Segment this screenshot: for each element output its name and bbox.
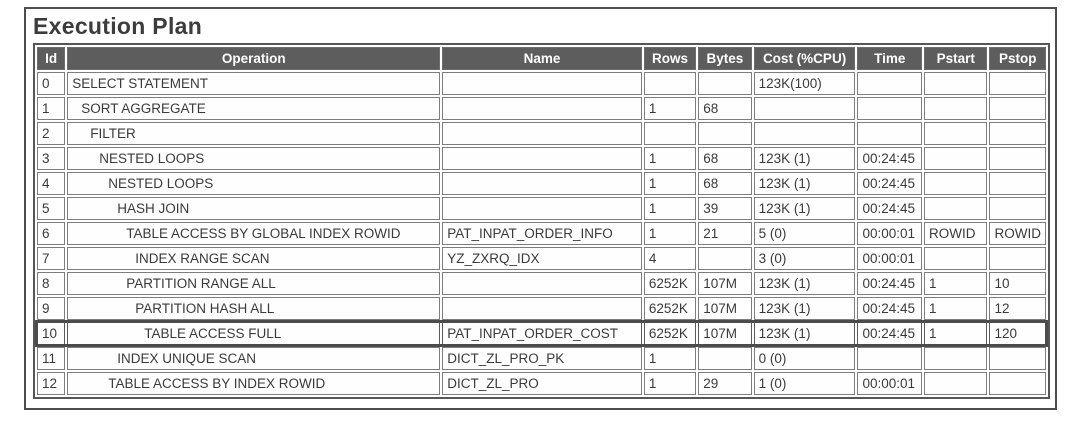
cell-time: 00:00:01 bbox=[857, 247, 922, 270]
cell-pstart bbox=[924, 72, 988, 95]
cell-rows bbox=[644, 72, 696, 95]
plan-row-1[interactable] bbox=[37, 97, 1046, 120]
cell-pstart: ROWID bbox=[924, 222, 988, 245]
cell-cost: 123K(100) bbox=[754, 72, 856, 95]
cell-operation: PARTITION HASH ALL bbox=[67, 297, 440, 320]
cell-pstop bbox=[989, 247, 1046, 270]
plan-row-8[interactable] bbox=[37, 272, 1046, 295]
cell-time: 00:24:45 bbox=[857, 297, 922, 320]
cell-cost bbox=[754, 122, 856, 145]
cell-pstop bbox=[989, 122, 1046, 145]
cell-cost: 123K (1) bbox=[754, 272, 856, 295]
cell-time: 00:24:45 bbox=[857, 147, 922, 170]
plan-row-3[interactable] bbox=[37, 147, 1046, 170]
execution-plan-table bbox=[33, 43, 1050, 399]
cell-cost: 5 (0) bbox=[754, 222, 856, 245]
cell-operation: TABLE ACCESS FULL bbox=[67, 322, 440, 345]
cell-pstop: ROWID bbox=[989, 222, 1046, 245]
cell-cost: 0 (0) bbox=[754, 347, 856, 370]
cell-name: DICT_ZL_PRO_PK bbox=[442, 347, 642, 370]
cell-pstop bbox=[989, 147, 1046, 170]
cell-pstart bbox=[924, 97, 988, 120]
cell-time bbox=[857, 122, 922, 145]
page-title: Execution Plan bbox=[33, 13, 203, 39]
cell-operation: HASH JOIN bbox=[67, 197, 440, 220]
cell-bytes: 29 bbox=[698, 372, 751, 395]
cell-rows: 1 bbox=[644, 197, 696, 220]
cell-rows: 4 bbox=[644, 247, 696, 270]
cell-time: 00:00:01 bbox=[857, 372, 922, 395]
cell-cost: 1 (0) bbox=[754, 372, 856, 395]
plan-row-10[interactable] bbox=[37, 322, 1046, 345]
cell-time: 00:24:45 bbox=[857, 322, 922, 345]
cell-rows: 1 bbox=[644, 347, 696, 370]
cell-pstart bbox=[924, 197, 988, 220]
cell-pstop: 12 bbox=[989, 297, 1046, 320]
col-header-name: Name bbox=[442, 47, 642, 70]
cell-cost: 123K (1) bbox=[754, 172, 856, 195]
cell-id: 2 bbox=[37, 122, 65, 145]
cell-bytes bbox=[698, 122, 751, 145]
cell-id: 0 bbox=[37, 72, 65, 95]
plan-row-2[interactable] bbox=[37, 122, 1046, 145]
cell-name bbox=[442, 122, 642, 145]
cell-time bbox=[857, 97, 922, 120]
cell-cost: 123K (1) bbox=[754, 297, 856, 320]
cell-id: 1 bbox=[37, 97, 65, 120]
cell-cost: 3 (0) bbox=[754, 247, 856, 270]
cell-pstart: 1 bbox=[924, 297, 988, 320]
cell-bytes bbox=[698, 72, 751, 95]
cell-bytes: 68 bbox=[698, 97, 751, 120]
plan-row-12[interactable] bbox=[37, 372, 1046, 395]
cell-bytes: 107M bbox=[698, 297, 751, 320]
cell-time: 00:00:01 bbox=[857, 222, 922, 245]
plan-row-9[interactable] bbox=[37, 297, 1046, 320]
cell-name: YZ_ZXRQ_IDX bbox=[442, 247, 642, 270]
cell-id: 5 bbox=[37, 197, 65, 220]
cell-cost: 123K (1) bbox=[754, 147, 856, 170]
cell-pstop bbox=[989, 197, 1046, 220]
cell-bytes bbox=[698, 347, 751, 370]
cell-bytes: 68 bbox=[698, 172, 751, 195]
cell-operation: SELECT STATEMENT bbox=[67, 72, 440, 95]
cell-rows: 6252K bbox=[644, 272, 696, 295]
cell-id: 12 bbox=[37, 372, 65, 395]
cell-operation: NESTED LOOPS bbox=[67, 147, 440, 170]
cell-rows: 1 bbox=[644, 97, 696, 120]
cell-bytes: 21 bbox=[698, 222, 751, 245]
cell-pstart bbox=[924, 372, 988, 395]
cell-cost: 123K (1) bbox=[754, 322, 856, 345]
cell-bytes: 39 bbox=[698, 197, 751, 220]
cell-id: 8 bbox=[37, 272, 65, 295]
cell-id: 11 bbox=[37, 347, 65, 370]
cell-bytes: 107M bbox=[698, 272, 751, 295]
cell-time: 00:24:45 bbox=[857, 172, 922, 195]
cell-bytes: 107M bbox=[698, 322, 751, 345]
cell-name: PAT_INPAT_ORDER_INFO bbox=[442, 222, 642, 245]
cell-name bbox=[442, 297, 642, 320]
plan-row-7[interactable] bbox=[37, 247, 1046, 270]
cell-time: 00:24:45 bbox=[857, 197, 922, 220]
plan-row-0[interactable] bbox=[37, 72, 1046, 95]
plan-row-6[interactable] bbox=[37, 222, 1046, 245]
plan-row-5[interactable] bbox=[37, 197, 1046, 220]
cell-pstop bbox=[989, 172, 1046, 195]
cell-operation: FILTER bbox=[67, 122, 440, 145]
cell-name bbox=[442, 197, 642, 220]
cell-pstart bbox=[924, 172, 988, 195]
cell-operation: SORT AGGREGATE bbox=[67, 97, 440, 120]
cell-cost bbox=[754, 97, 856, 120]
cell-pstop: 10 bbox=[989, 272, 1046, 295]
cell-name bbox=[442, 272, 642, 295]
cell-name bbox=[442, 172, 642, 195]
cell-rows: 6252K bbox=[644, 297, 696, 320]
cell-rows: 1 bbox=[644, 372, 696, 395]
report-frame bbox=[24, 7, 1057, 410]
cell-id: 9 bbox=[37, 297, 65, 320]
cell-name: PAT_INPAT_ORDER_COST bbox=[442, 322, 642, 345]
cell-rows: 1 bbox=[644, 172, 696, 195]
cell-pstart: 1 bbox=[924, 322, 988, 345]
cell-pstart: 1 bbox=[924, 272, 988, 295]
cell-rows: 1 bbox=[644, 222, 696, 245]
cell-pstart bbox=[924, 122, 988, 145]
cell-rows bbox=[644, 122, 696, 145]
cell-operation: INDEX UNIQUE SCAN bbox=[67, 347, 440, 370]
cell-operation: INDEX RANGE SCAN bbox=[67, 247, 440, 270]
cell-pstart bbox=[924, 347, 988, 370]
cell-pstop: 120 bbox=[989, 322, 1046, 345]
cell-bytes: 68 bbox=[698, 147, 751, 170]
cell-pstart bbox=[924, 247, 988, 270]
cell-name: DICT_ZL_PRO bbox=[442, 372, 642, 395]
cell-name bbox=[442, 147, 642, 170]
cell-pstart bbox=[924, 147, 988, 170]
cell-id: 6 bbox=[37, 222, 65, 245]
cell-time bbox=[857, 72, 922, 95]
col-header-rows: Rows bbox=[644, 47, 696, 70]
cell-id: 3 bbox=[37, 147, 65, 170]
cell-operation: PARTITION RANGE ALL bbox=[67, 272, 440, 295]
plan-row-11[interactable] bbox=[37, 347, 1046, 370]
cell-operation: NESTED LOOPS bbox=[67, 172, 440, 195]
col-header-time: Time bbox=[857, 47, 922, 70]
cell-name bbox=[442, 97, 642, 120]
col-header-pstop: Pstop bbox=[989, 47, 1046, 70]
cell-rows: 1 bbox=[644, 147, 696, 170]
cell-id: 4 bbox=[37, 172, 65, 195]
cell-pstop bbox=[989, 72, 1046, 95]
col-header-cost: Cost (%CPU) bbox=[754, 47, 856, 70]
plan-row-4[interactable] bbox=[37, 172, 1046, 195]
table-header-row bbox=[37, 47, 1046, 70]
cell-operation: TABLE ACCESS BY GLOBAL INDEX ROWID bbox=[67, 222, 440, 245]
cell-time bbox=[857, 347, 922, 370]
col-header-pstart: Pstart bbox=[924, 47, 988, 70]
col-header-bytes: Bytes bbox=[698, 47, 751, 70]
col-header-id: Id bbox=[37, 47, 65, 70]
cell-cost: 123K (1) bbox=[754, 197, 856, 220]
cell-bytes bbox=[698, 247, 751, 270]
cell-id: 7 bbox=[37, 247, 65, 270]
cell-pstop bbox=[989, 372, 1046, 395]
cell-time: 00:24:45 bbox=[857, 272, 922, 295]
cell-name bbox=[442, 72, 642, 95]
cell-pstop bbox=[989, 347, 1046, 370]
cell-id: 10 bbox=[37, 322, 65, 345]
col-header-op: Operation bbox=[67, 47, 440, 70]
cell-pstop bbox=[989, 97, 1046, 120]
cell-operation: TABLE ACCESS BY INDEX ROWID bbox=[67, 372, 440, 395]
cell-rows: 6252K bbox=[644, 322, 696, 345]
